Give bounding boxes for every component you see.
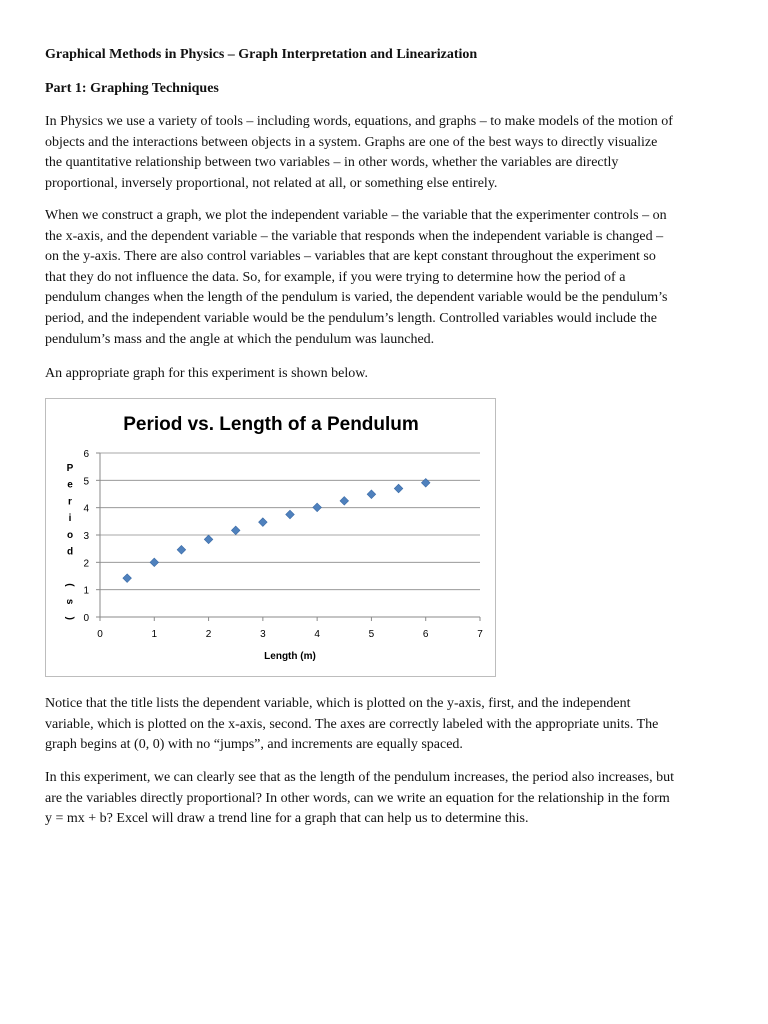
y-axis-label-char: ( <box>64 583 75 587</box>
paragraph-line: on the y-axis. There are also control variables – variables that are kept constant throughout the experiment so <box>45 249 656 265</box>
data-series <box>123 478 430 582</box>
x-tick-label: 5 <box>368 629 375 640</box>
paragraph-line: proportional, inversely proportional, not related at all, or something else entirely. <box>45 175 498 191</box>
x-tick-label: 0 <box>97 629 103 640</box>
paragraph-line: are the variables directly proportional? In other words, can we write an equation for the relationship in the form <box>45 790 670 806</box>
x-tick-label: 6 <box>422 629 429 640</box>
paragraph-variables <box>45 206 725 350</box>
y-axis-label-char: i <box>68 513 72 525</box>
data-point <box>123 574 132 583</box>
data-point <box>367 490 376 499</box>
y-tick-labels <box>83 449 89 624</box>
chart-title: Period vs. Length of a Pendulum <box>123 414 419 435</box>
data-point <box>177 545 186 554</box>
data-point <box>313 503 322 512</box>
data-point <box>340 497 349 506</box>
chart-axes <box>96 453 480 621</box>
paragraph-graph-intro <box>45 364 725 385</box>
y-axis-label-char: ) <box>64 616 75 620</box>
paragraph-line: Notice that the title lists the dependent variable, which is plotted on the y-axis, first, and the independent <box>45 696 631 711</box>
paragraph-line: In this experiment, we can clearly see that as the length of the pendulum increases, the period also increases, but <box>45 770 675 785</box>
paragraph-trendline <box>45 768 725 830</box>
x-axis-label: Length (m) <box>264 651 316 662</box>
paragraph-line: When we construct a graph, we plot the independent variable – the variable that the experimenter controls – on <box>45 208 667 223</box>
paragraph-line: objects and the interactions between objects in a system. Graphs are one of the best ways to directly visualize <box>45 134 658 150</box>
y-tick-label: 5 <box>83 476 89 488</box>
x-tick-labels <box>97 629 483 640</box>
x-tick-label: 3 <box>260 629 266 640</box>
part-heading: Part 1: Graphing Techniques <box>45 81 219 96</box>
y-tick-label: 6 <box>83 449 89 460</box>
chart-gridlines <box>100 453 480 590</box>
document-title: Graphical Methods in Physics – Graph Interpretation and Linearization <box>45 47 478 62</box>
paragraph-line: y = mx + b? Excel will draw a trend line for a graph that can help us to determine this. <box>45 811 529 827</box>
scatter-chart <box>46 399 497 678</box>
y-axis-label-char: r <box>68 496 72 508</box>
y-axis-label-char: P <box>66 463 74 474</box>
y-tick-label: 4 <box>83 503 89 515</box>
y-tick-label: 2 <box>83 558 89 570</box>
data-point <box>204 535 213 544</box>
data-point <box>150 558 159 567</box>
paragraph-intro <box>45 112 725 194</box>
y-axis-label-char: s <box>64 598 75 605</box>
paragraph-line: the quantitative relationship between two variables – in other words, whether the variables are directly <box>45 155 619 171</box>
data-point <box>394 484 403 493</box>
y-axis-label-char: d <box>66 546 74 558</box>
paragraph-line: graph begins at (0, 0) with no “jumps”, and increments are equally spaced. <box>45 737 463 753</box>
y-axis-label-char: o <box>66 529 74 541</box>
chart-frame <box>45 398 496 677</box>
paragraph-line: that they do not influence the data. So, for example, if you were trying to determine how the period of a <box>45 269 626 285</box>
x-tick-label: 1 <box>151 629 158 640</box>
x-tick-label: 2 <box>205 629 212 640</box>
y-tick-label: 1 <box>83 585 89 597</box>
data-point <box>259 518 268 527</box>
data-point <box>231 526 240 535</box>
data-point <box>421 478 430 487</box>
y-axis-label-char: e <box>67 479 73 491</box>
paragraph-line: An appropriate graph for this experiment is shown below. <box>45 366 368 381</box>
x-tick-label: 4 <box>314 629 320 640</box>
paragraph-line: In Physics we use a variety of tools – including words, equations, and graphs – to make models of the motion of <box>45 114 673 129</box>
y-tick-label: 3 <box>83 531 89 542</box>
paragraph-line: pendulum changes when the length of the pendulum is varied, the dependent variable would be the pendulum’s <box>45 290 668 306</box>
paragraph-line: period, and the independent variable would be the pendulum’s length. Controlled variables would include the <box>45 310 657 326</box>
y-tick-label: 0 <box>83 613 89 624</box>
data-point <box>286 510 295 519</box>
x-tick-label: 7 <box>477 629 483 640</box>
y-axis-label <box>64 463 75 620</box>
paragraph-line: variable, which is plotted on the x-axis, second. The axes are correctly labeled with the appropriate units. The <box>45 716 659 732</box>
paragraph-line: the x-axis, and the dependent variable – the variable that responds when the independent variable is changed – <box>45 228 664 244</box>
paragraph-line: pendulum’s mass and the angle at which the pendulum was launched. <box>45 331 435 347</box>
paragraph-notice <box>45 694 725 756</box>
